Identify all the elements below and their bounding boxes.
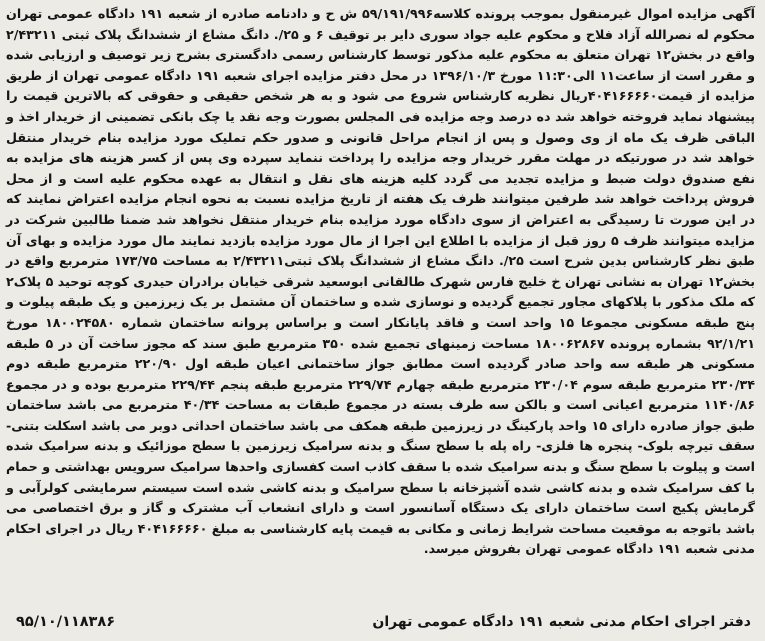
auction-notice-text: آگهی مزایده اموال غیرمنقول بموجب پرونده کلاسه۵۹/۱۹۱/۹۹۶ ش ح و دادنامه صادره از شعبه ۱۹۱ دادگاه عمومی تهران محکوم له نصرالله آزاد فلاح و محکوم علیه جواد سوری دایر بر توقیف ۶ و ۲۵/. دانگ مشاع از ششدانگ پلاک ثبتی ۲/۴۳۲۱۱ واقع در بخش۱۲ تهران متعلق به محکوم علیه مذکور توسط کارشناس رسمی دادگستری بشرح زیر توصیف و ارزیابی شده و مقرر است از ساعت۱۱ الی۱۱:۳۰ مورخ ۱۳۹۶/۱۰/۳ در محل دفتر مزایده اجرای شعبه ۱۹۱ دادگاه عمومی تهران از طریق مزایده از قیمت۴۰۴۱۶۶۶۶۰ریال نظریه کارشناس شروع می شود و به هر شخص حقیقی و حقوقی که بالاترین قیمت را پیشنهاد نماید فروخته خواهد شد ده درصد وجه مزایده فی المجلس بصورت وجه نقد یا چک بانکی تضمینی از خریدار اخذ و الباقی ظرف یک ماه از وی وصول و پس از انجام مراحل قانونی و صدور حکم تملیک مورد مزایده بنام خریدار منتقل خواهد شد در صورتیکه در مهلت مقرر خریدار وجه مزایده را پرداخت ننماید سپرده وی پس از کسر هزینه های مزایده به نفع صندوق دولت ضبط و مزایده تجدید می گردد کلیه هزینه های نقل و انتقال به عهده محکوم علیه است و از محل فروش پرداخت خواهد شد طرفین میتوانند ظرف یک هفته از تاریخ مزایده نسبت به نحوه انجام مزایده اعتراض نمایند که در این صورت تا رسیدگی به اعتراض از سوی دادگاه مورد مزایده بنام خریدار منتقل نخواهد شد ضمنا طالبین شرکت در مزایده میتوانند ظرف ۵ روز قبل از مزایده با اطلاع این اجرا از مال مورد مزایده بازدید نمایند مال مورد مزایده و بهای آن طبق نظر کارشناس بدین شرح است ۲۵/. دانگ مشاع از ششدانگ پلاک ثبتی۲/۴۳۲۱۱ به مساحت ۱۷۳/۷۵ مترمربع واقع در بخش۱۲ تهران به نشانی تهران خ خلیج فارس شهرک طالقانی ابوسعید شرقی خیابان برادران حیدری کوچه توحید ۵ پلاک۲ که ملک مذکور با پلاکهای مجاور تجمیع گردیده و نوسازی شده و ساختمان آن مشتمل بر یک زیرزمین و یک طبقه پیلوت و پنج طبقه مسکونی مجموعا ۱۵ واحد است و فاقد پایانکار است و براساس پروانه ساختمان شماره ۱۸۰۰۲۴۵۸۰ مورخ ۹۲/۱/۲۱ بشماره پرونده ۱۸۰۰۶۲۸۶۷ مساحت زمینهای تجمیع شده ۳۵۰ مترمربع طبق سند که مجوز ساخت آن در ۵ طبقه مسکونی هر طبقه سه واحد صادر گردیده است مطابق جواز ساختمانی اعیان طبقه اول ۲۲۰/۹۰ مترمربع طبقه دوم ۲۳۰/۳۴ مترمربع طبقه سوم ۲۳۰/۰۴ مترمربع طبقه چهارم ۲۲۹/۷۴ مترمربع طبقه پنجم ۲۲۹/۴۴ مترمربع بوده و در مجموع ۱۱۴۰/۸۶ مترمربع اعیانی است و بالکن سه طرف بسته در مجموع طبقات به مساحت ۴۰/۳۴ مترمربع می باشد ساختمان طبق جواز صادره دارای ۱۵ واحد پارکینگ در زیرزمین طبقه همکف می باشد ساختمان احداثی دوبر می باشد اسکلت بتنی- سقف تیرچه بلوک- پنجره ها فلزی- راه پله با سطح سنگ و بدنه سرامیک زیرزمین با سطح موزائیک و بدنه سرامیک شده است و پیلوت با سطح سنگ و بدنه سرامیک شده با سقف کاذب است کفسازی واحدها سرامیک سرویس بهداشتی و حمام با کف سرامیک شده و بدنه کاشی شده آشپزخانه با سطح سرامیک و بدنه کاشی شده است سیستم سرمایشی کولرآبی و گرمایش پکیج است ساختمان دارای یک دستگاه آسانسور است و دارای انشعاب آب مشترک و گاز و برق اختصاصی می باشد باتوجه به موقعیت مساحت شرایط زمانی و مکانی به قیمت پایه کارشناسی به مبلغ ۴۰۴۱۶۶۶۶۰ ریال در اجرای احکام مدنی شعبه ۱۹۱ دادگاه عمومی تهران بفروش میرسد.: [6, 6, 756, 557]
notice-reference-number: ۹۵/۱۰/۱۱۸۳۸۶: [16, 614, 116, 630]
notice-footer: [6, 606, 755, 638]
issuing-office-signature: دفتر اجرای احکام مدنی شعبه ۱۹۱ دادگاه عمومی تهران: [372, 614, 751, 630]
